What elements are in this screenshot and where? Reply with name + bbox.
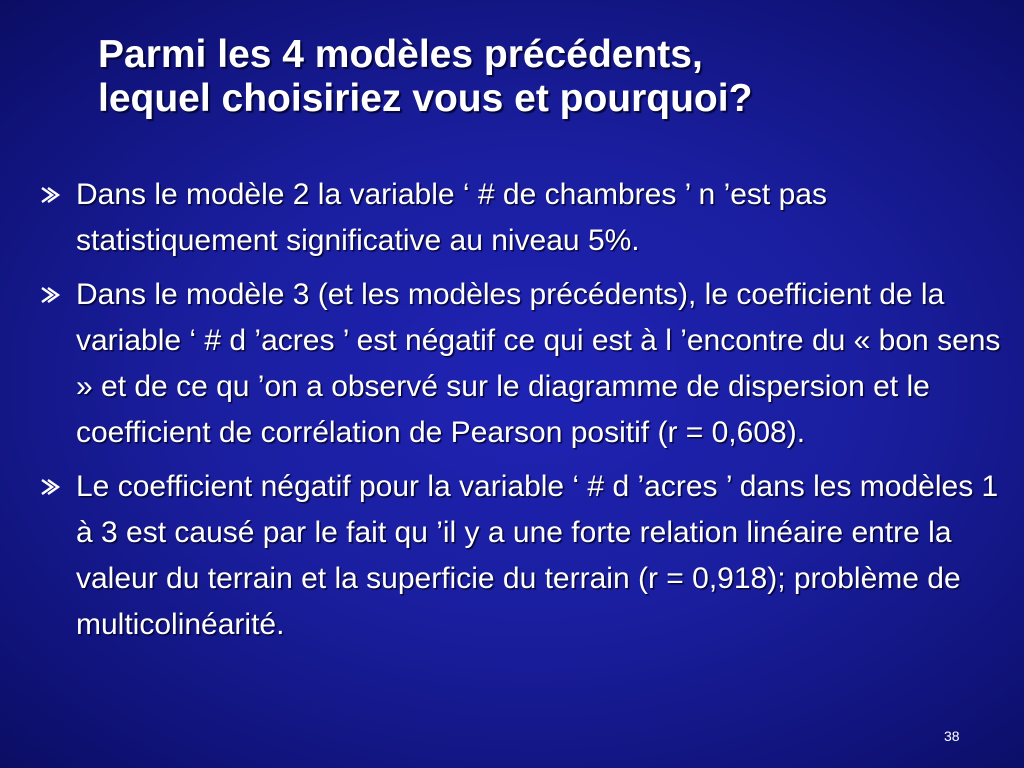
slide-title-line-2: lequel choisiriez vous et pourquoi?	[98, 77, 753, 120]
bullet-list	[40, 172, 1015, 656]
bullet-item	[40, 172, 1015, 264]
slide-title-line-1: Parmi les 4 modèles précédents,	[98, 33, 703, 76]
arrow-bullet-icon	[40, 479, 62, 495]
bullet-item	[40, 272, 1015, 456]
arrow-bullet-icon	[40, 187, 62, 203]
bullet-text: Le coefficient négatif pour la variable ‘ # d ’acres ’ dans les modèles 1 à 3 est causé par le fait qu ’il y a une forte relation linéaire entre la valeur du terrain et la superficie du terrain (r = 0,918); problème de multicolinéarité.	[76, 470, 999, 641]
arrow-bullet-icon	[40, 287, 62, 303]
slide-title	[98, 33, 998, 121]
bullet-text: Dans le modèle 3 (et les modèles précédents), le coefficient de la variable ‘ # d ’acres ’ est négatif ce qui est à l ’encontre du « bon sens » et de ce qu ’on a observé sur le diagramme de dispersion et le coefficient de corrélation de Pearson positif (r = 0,608).	[76, 278, 1001, 449]
bullet-text: Dans le modèle 2 la variable ‘ # de chambres ’ n ’est pas statistiquement significative au niveau 5%.	[76, 178, 827, 257]
bullet-item	[40, 464, 1015, 648]
slide-number: 38	[944, 728, 960, 744]
